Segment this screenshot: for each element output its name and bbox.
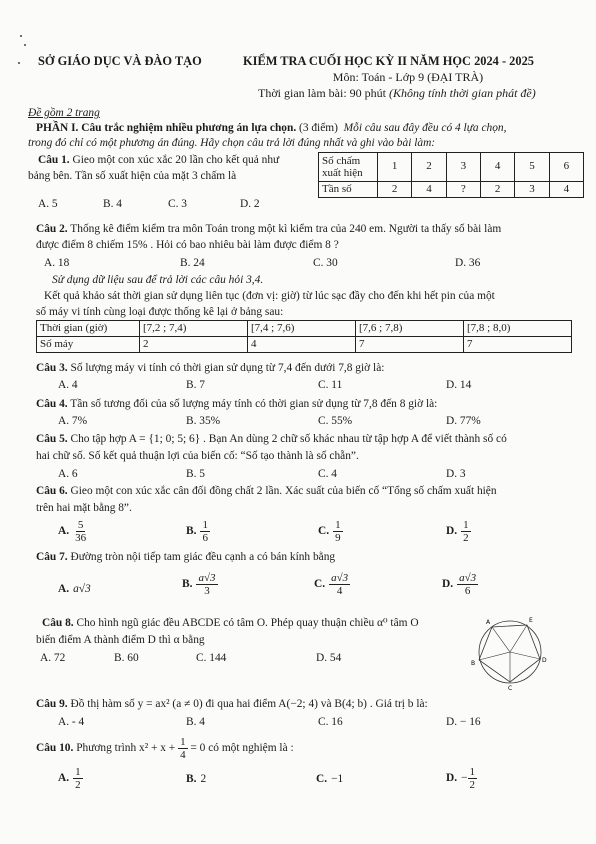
denominator: 2 — [463, 532, 469, 544]
q10-body-post: = 0 có một nghiệm là : — [187, 742, 294, 755]
numerator: 1 — [463, 519, 469, 531]
q9-option-a[interactable]: A. - 4 — [58, 716, 85, 728]
fraction — [178, 736, 188, 761]
fraction — [196, 572, 217, 597]
part1-instruction-2: trong đó chỉ có một phương án đúng. Hãy chọn câu trả lời đúng nhất và ghi vào bài làm: — [28, 137, 436, 149]
q3-option-a[interactable]: A. 4 — [58, 379, 78, 391]
q9-body: Đồ thị hàm số y = ax² (a ≠ 0) đi qua hai điểm A(−2; 4) và B(4; b) . Giá trị b là: — [67, 698, 428, 710]
time-interval: [7,6 ; 7,8) — [356, 321, 464, 337]
q1-text-2: bảng bên. Tần số xuất hiện của mặt 3 chấm là — [28, 170, 237, 182]
q1-head-2: xuất hiện — [322, 167, 363, 179]
q1-option-c[interactable]: C. 3 — [168, 198, 187, 210]
q4-body: Tần số tương đối của số lượng máy tính có thời gian sử dụng từ 7,8 đến 8 giờ là: — [67, 398, 438, 410]
fraction — [73, 519, 88, 544]
q10-option-c[interactable] — [316, 772, 343, 786]
scan-speck — [24, 44, 26, 46]
q3-option-b[interactable]: B. 7 — [186, 379, 205, 391]
q10-text — [36, 736, 294, 761]
count-row-label: Số máy — [37, 337, 140, 353]
q6-body: Gieo một con xúc xắc cân đối đồng chất 2 lần. Xác suất của biến cố “Tổng số chấm xuất hiện — [67, 485, 497, 497]
denominator: 4 — [336, 585, 343, 597]
fraction — [333, 519, 343, 544]
numerator: 1 — [469, 766, 476, 778]
numerator: a√3 — [459, 572, 477, 584]
option-letter: B. — [186, 525, 197, 538]
denominator: 9 — [335, 532, 341, 544]
fraction — [73, 766, 83, 791]
option-letter: C. — [314, 578, 326, 591]
scan-speck — [20, 35, 22, 37]
q10-option-d[interactable] — [446, 766, 477, 791]
q1-freq: 3 — [515, 182, 549, 198]
q1-option-b[interactable]: B. 4 — [103, 198, 122, 210]
numerator: a√3 — [198, 572, 216, 584]
q10-option-b[interactable] — [186, 772, 206, 786]
q4-option-d[interactable]: D. 77% — [446, 415, 481, 427]
option-letter: D. — [442, 578, 454, 591]
shared-intro: Sử dụng dữ liệu sau để trả lời các câu hỏi 3,4. — [52, 274, 264, 286]
option-expression: −1 — [331, 773, 344, 785]
numerator: 5 — [77, 519, 84, 531]
q2-option-d[interactable]: D. 36 — [455, 257, 481, 269]
q1-freq: ? — [446, 182, 480, 198]
time-line — [258, 86, 536, 101]
option-letter: C. — [316, 773, 328, 785]
q5-option-a[interactable]: A. 6 — [58, 468, 78, 480]
option-letter: D. — [446, 525, 458, 538]
machine-count: 7 — [464, 337, 572, 353]
q3-label: Câu 3. — [36, 362, 68, 374]
q1-text: Gieo một con xúc xắc 20 lần cho kết quả như — [69, 154, 280, 166]
option-letter: D. — [446, 772, 458, 785]
numerator: a√3 — [331, 572, 349, 584]
battery-time-table — [36, 320, 572, 353]
q1-freq: 4 — [412, 182, 446, 198]
q5-text-1 — [36, 432, 507, 446]
q9-text — [36, 697, 428, 711]
q8-option-b[interactable]: B. 60 — [114, 652, 139, 664]
q4-text — [36, 397, 437, 411]
q9-label: Câu 9. — [36, 698, 68, 710]
option-letter: A. — [58, 772, 70, 785]
part1-title: PHẦN I. Câu trắc nghiệm nhiều phương án lựa chọn. — [36, 122, 297, 134]
time-interval: [7,4 ; 7,6) — [248, 321, 356, 337]
q6-option-a[interactable] — [58, 519, 88, 544]
q1-head-1: Số chấm — [322, 155, 361, 167]
shared-text-1: Kết quả khảo sát thời gian sử dụng liên tục (đơn vị: giờ) từ lúc sạc đầy cho đến khi hết pin của một — [44, 290, 495, 302]
option-letter: A. — [58, 583, 70, 595]
vertex-label-b: B — [471, 660, 476, 667]
q1-text-1 — [38, 153, 279, 167]
vertex-label-a: A — [486, 619, 491, 626]
option-expression: 2 — [200, 773, 207, 785]
q1-freq: 2 — [378, 182, 412, 198]
q1-option-a[interactable]: A. 5 — [38, 198, 58, 210]
q9-option-b[interactable]: B. 4 — [186, 716, 205, 728]
subject-line: Môn: Toán - Lớp 9 (ĐẠI TRÀ) — [332, 70, 484, 84]
q9-option-c[interactable]: C. 16 — [318, 716, 343, 728]
fraction — [329, 572, 350, 597]
q4-option-a[interactable]: A. 7% — [58, 415, 88, 427]
q5-body: Cho tập hợp A = {1; 0; 5; 6} . Bạn An dùng 2 chữ số khác nhau từ tập hợp A để viết thành số có — [67, 433, 507, 445]
q2-option-b[interactable]: B. 24 — [180, 257, 205, 269]
time-interval: [7,8 ; 8,0) — [464, 321, 572, 337]
q7-option-b[interactable] — [182, 572, 218, 597]
machine-count: 4 — [248, 337, 356, 353]
denominator: 2 — [469, 779, 476, 791]
time-note: (Không tính thời gian phát đề) — [389, 86, 536, 100]
q1-face: 6 — [549, 153, 583, 182]
q1-face: 2 — [412, 153, 446, 182]
time-label: Thời gian làm bài: 90 phút — [258, 86, 389, 100]
q10-label: Câu 10. — [36, 742, 74, 755]
q1-freq: 2 — [480, 182, 514, 198]
shared-text-2: số máy vi tính cùng loại được thống kê lại ở bảng sau: — [36, 306, 284, 318]
option-letter: A. — [58, 525, 70, 538]
exam-title: KIỂM TRA CUỐI HỌC KỲ II NĂM HỌC 2024 - 2025 — [243, 54, 534, 68]
denominator: 36 — [75, 532, 87, 544]
q1-label: Câu 1. — [38, 154, 70, 166]
denominator: 6 — [202, 532, 208, 544]
q5-option-c[interactable]: C. 4 — [318, 468, 337, 480]
q3-text — [36, 361, 384, 375]
denominator: 6 — [464, 585, 471, 597]
q7-option-c[interactable] — [314, 572, 350, 597]
q1-option-d[interactable]: D. 2 — [240, 198, 260, 210]
q6-option-b[interactable] — [186, 519, 210, 544]
q2-text-1 — [36, 222, 501, 236]
q7-label: Câu 7. — [36, 551, 68, 563]
q7-body: Đường tròn nội tiếp tam giác đều cạnh a có bán kính bằng — [67, 551, 336, 563]
option-expression: a√3 — [73, 583, 91, 595]
q5-label: Câu 5. — [36, 433, 68, 445]
fraction — [457, 572, 478, 597]
part1-points: (3 điểm) — [296, 122, 338, 134]
q5-option-d[interactable]: D. 3 — [446, 468, 466, 480]
time-row-label: Thời gian (giờ) — [37, 321, 140, 337]
q7-option-d[interactable] — [442, 572, 478, 597]
q3-body: Số lượng máy vi tính có thời gian sử dụng từ 7,4 đến dưới 7,8 giờ là: — [67, 362, 385, 374]
q6-label: Câu 6. — [36, 485, 68, 497]
q6-option-c[interactable] — [318, 519, 343, 544]
denominator: 4 — [180, 749, 186, 761]
scan-speck — [18, 62, 20, 64]
denominator: 2 — [75, 779, 81, 791]
q8-label: Câu 8. — [42, 617, 74, 629]
page-count: Đề gồm 2 trang — [28, 107, 100, 119]
q2-text: Thống kê điểm kiểm tra môn Toán trong một kì kiểm tra của 240 em. Người ta thấy số bài làm — [67, 223, 502, 235]
machine-count: 7 — [356, 337, 464, 353]
q1-face: 3 — [446, 153, 480, 182]
q1-face: 5 — [515, 153, 549, 182]
q8-text-2: biến điểm A thành điểm D thì α bằng — [36, 634, 205, 646]
department-name: SỞ GIÁO DỤC VÀ ĐÀO TẠO — [38, 54, 202, 68]
q2-option-c[interactable]: C. 30 — [313, 257, 338, 269]
vertex-label-d: D — [542, 657, 547, 664]
q3-option-c[interactable]: C. 11 — [318, 379, 343, 391]
option-letter: B. — [182, 578, 193, 591]
q6-text-2: trên hai mặt bằng 8”. — [36, 502, 132, 514]
q1-freq-label: Tần số — [319, 182, 378, 198]
numerator: 1 — [202, 519, 208, 531]
q7-text — [36, 550, 335, 564]
numerator: 1 — [335, 519, 341, 531]
minus-sign: − — [461, 772, 468, 785]
q1-freq: 4 — [549, 182, 583, 198]
q6-option-d[interactable] — [446, 519, 471, 544]
q2-label: Câu 2. — [36, 223, 68, 235]
machine-count: 2 — [140, 337, 248, 353]
q5-option-b[interactable]: B. 5 — [186, 468, 205, 480]
fraction — [461, 519, 471, 544]
q4-option-c[interactable]: C. 55% — [318, 415, 353, 427]
numerator: 1 — [180, 736, 186, 748]
part1-heading — [36, 121, 506, 135]
q8-option-a[interactable]: A. 72 — [40, 652, 66, 664]
q9-option-d[interactable]: D. − 16 — [446, 716, 481, 728]
q4-label: Câu 4. — [36, 398, 68, 410]
part1-instruction: Mỗi câu sau đây đều có 4 lựa chọn, — [343, 122, 507, 134]
q2-text-2: được điểm 8 chiếm 15% . Hỏi có bao nhiêu bài làm được điểm 8 ? — [36, 239, 339, 251]
fraction — [468, 766, 478, 791]
q4-option-b[interactable]: B. 35% — [186, 415, 221, 427]
q6-text-1 — [36, 484, 497, 498]
time-interval: [7,2 ; 7,4) — [140, 321, 248, 337]
q1-face: 4 — [480, 153, 514, 182]
q5-text-2: hai chữ số. Số kết quả thuận lợi của biến cố: “Số tạo thành là số chẵn”. — [36, 450, 359, 462]
q8-body: Cho hình ngũ giác đều ABCDE có tâm O. Phép quay thuận chiều α⁰ tâm O — [73, 617, 419, 629]
fraction — [200, 519, 210, 544]
q8-option-d[interactable]: D. 54 — [316, 652, 342, 664]
q2-option-a[interactable]: A. 18 — [44, 257, 70, 269]
vertex-label-c: C — [508, 685, 513, 692]
denominator: 3 — [204, 585, 210, 597]
q8-option-c[interactable]: C. 144 — [196, 652, 227, 664]
q1-frequency-table — [318, 152, 584, 198]
option-letter: C. — [318, 525, 330, 538]
option-letter: B. — [186, 773, 197, 785]
q1-table-header — [319, 153, 378, 182]
q10-option-a[interactable] — [58, 766, 83, 791]
q8-text-1 — [42, 616, 419, 630]
pentagon-figure — [470, 612, 550, 692]
numerator: 1 — [75, 766, 81, 778]
q7-option-a[interactable] — [58, 582, 91, 596]
q3-option-d[interactable]: D. 14 — [446, 379, 472, 391]
q1-face: 1 — [378, 153, 412, 182]
vertex-label-e: E — [529, 617, 533, 624]
q10-body-pre: Phương trình x² + x + — [73, 742, 179, 755]
